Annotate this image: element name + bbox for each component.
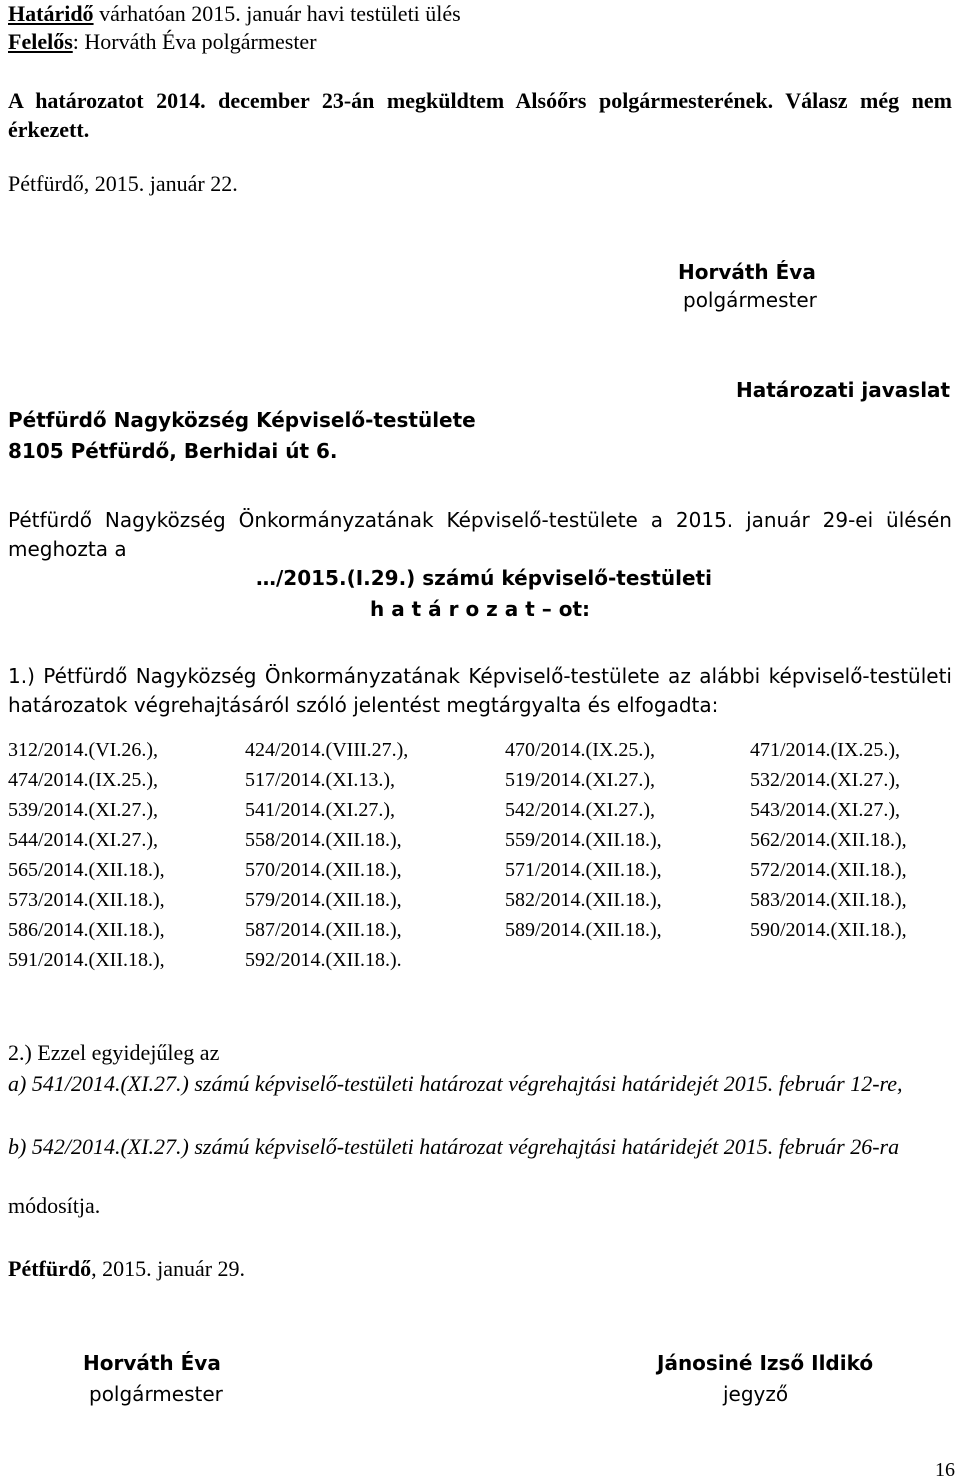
list-item: 470/2014.(IX.25.), xyxy=(505,739,655,761)
proposal-label: Határozati javaslat xyxy=(736,378,951,402)
proposal-date xyxy=(8,1258,245,1280)
list-item: 532/2014.(XI.27.), xyxy=(750,769,900,791)
page-number: 16 xyxy=(935,1459,955,1481)
responsible-label: Felelős xyxy=(8,29,73,54)
signature-right-name: Jánosiné Izső Ildikó xyxy=(657,1351,874,1375)
list-item: 424/2014.(VIII.27.), xyxy=(245,739,409,761)
list-item: 570/2014.(XII.18.), xyxy=(245,859,402,881)
list-item: 573/2014.(XII.18.), xyxy=(8,889,165,911)
report-signer-name: Horváth Éva xyxy=(678,260,816,284)
list-item: 539/2014.(XI.27.), xyxy=(8,799,158,821)
list-row xyxy=(8,740,952,770)
resolution-number-line: …/2015.(I.29.) számú képviselő-testületi xyxy=(256,566,712,590)
signature-left-name: Horváth Éva xyxy=(83,1351,221,1375)
list-item: 582/2014.(XII.18.), xyxy=(505,889,662,911)
list-item: 517/2014.(XI.13.), xyxy=(245,769,395,791)
point-2a: a) 541/2014.(XI.27.) számú képviselő-testületi határozat végrehajtási határidejét 2015. február 12-re, xyxy=(8,1071,903,1096)
list-item: 587/2014.(XII.18.), xyxy=(245,919,402,941)
report-signer-title: polgármester xyxy=(683,288,817,312)
list-item: 519/2014.(XI.27.), xyxy=(505,769,655,791)
list-item: 541/2014.(XI.27.), xyxy=(245,799,395,821)
list-item: 583/2014.(XII.18.), xyxy=(750,889,907,911)
council-name: Pétfürdő Nagyközség Képviselő-testülete xyxy=(8,408,476,432)
list-item: 571/2014.(XII.18.), xyxy=(505,859,662,881)
list-item: 565/2014.(XII.18.), xyxy=(8,859,165,881)
point-2-head: 2.) Ezzel egyidejűleg az xyxy=(8,1040,220,1065)
point-1: 1.) Pétfürdő Nagyközség Önkormányzatának Képviselő-testülete az alábbi képviselő-testületi határozatok végrehajtásáról szóló jelentést megtárgyalta és elfogadta: xyxy=(8,664,952,717)
responsible-line xyxy=(8,31,317,53)
responsible-text: : Horváth Éva polgármester xyxy=(72,29,317,54)
proposal-date-place: Pétfürdő xyxy=(8,1256,92,1281)
list-item: 586/2014.(XII.18.), xyxy=(8,919,165,941)
list-item: 542/2014.(XI.27.), xyxy=(505,799,655,821)
list-item: 579/2014.(XII.18.), xyxy=(245,889,402,911)
signature-left-title: polgármester xyxy=(89,1382,223,1406)
dispatch-note: A határozatot 2014. december 23-án megküldtem Alsóőrs polgármesterének. Válasz még nem érkezett. xyxy=(8,88,952,142)
list-item: 590/2014.(XII.18.), xyxy=(750,919,907,941)
point-2b: b) 542/2014.(XI.27.) számú képviselő-testületi határozat végrehajtási határidejét 2015. február 26-ra xyxy=(8,1134,900,1159)
list-row xyxy=(8,890,952,920)
deadline-line xyxy=(8,3,461,25)
list-item: 474/2014.(IX.25.), xyxy=(8,769,158,791)
list-row xyxy=(8,770,952,800)
list-item: 312/2014.(VI.26.), xyxy=(8,739,158,761)
list-item: 558/2014.(XII.18.), xyxy=(245,829,402,851)
council-address: 8105 Pétfürdő, Berhidai út 6. xyxy=(8,439,338,463)
list-row xyxy=(8,800,952,830)
list-item: 592/2014.(XII.18.). xyxy=(245,949,402,971)
list-item: 562/2014.(XII.18.), xyxy=(750,829,907,851)
deadline-text: várhatóan 2015. január havi testületi ülés xyxy=(93,1,461,26)
list-item: 471/2014.(IX.25.), xyxy=(750,739,900,761)
list-item: 591/2014.(XII.18.), xyxy=(8,949,165,971)
deadline-label: Határidő xyxy=(8,1,94,26)
list-item: 589/2014.(XII.18.), xyxy=(505,919,662,941)
report-date: Pétfürdő, 2015. január 22. xyxy=(8,171,238,196)
list-item: 544/2014.(XI.27.), xyxy=(8,829,158,851)
proposal-intro: Pétfürdő Nagyközség Önkormányzatának Képviselő-testülete a 2015. január 29-ei ülésén meghozta a xyxy=(8,508,952,561)
list-row xyxy=(8,830,952,860)
proposal-date-rest: , 2015. január 29. xyxy=(91,1256,246,1281)
list-row xyxy=(8,920,952,950)
resolution-list xyxy=(8,740,952,980)
list-item: 543/2014.(XI.27.), xyxy=(750,799,900,821)
list-row xyxy=(8,860,952,890)
list-item: 559/2014.(XII.18.), xyxy=(505,829,662,851)
point-2-end: módosítja. xyxy=(8,1193,101,1218)
resolution-word: h a t á r o z a t – ot: xyxy=(370,597,591,621)
list-row xyxy=(8,950,952,980)
list-item: 572/2014.(XII.18.), xyxy=(750,859,907,881)
signature-right-title: jegyző xyxy=(723,1382,789,1406)
